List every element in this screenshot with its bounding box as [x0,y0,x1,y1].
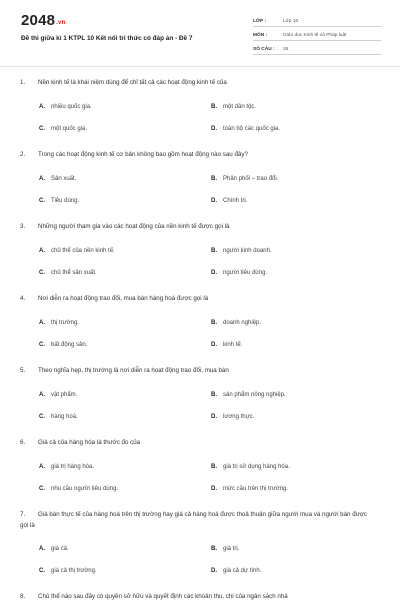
option-key: A. [39,546,45,552]
option-d[interactable] [211,198,247,204]
option-key: C. [39,568,45,574]
option-d[interactable] [211,414,254,420]
question-6 [0,438,400,510]
option-d[interactable] [211,126,280,132]
option-text: lương thực. [223,414,255,420]
question-text [20,294,372,305]
document-title: Đề thi giữa kì 1 KTPL 10 Kết nối tri thức có đáp án - Đề 7 [21,35,193,42]
meta-subject-value: Giáo dục Kinh tế và Pháp luật [283,33,347,38]
question-7 [0,510,400,592]
question-4 [0,294,400,366]
option-key: D. [211,568,217,574]
meta-class-label: LỚP : [253,19,267,24]
question-5 [0,366,400,438]
option-text: sản phẩm nông nghiệp. [223,392,286,398]
option-text: mức cầu trên thị trường. [223,486,288,492]
option-c[interactable] [39,270,97,276]
option-b[interactable] [211,104,256,110]
option-text: Phân phối – trao đổi. [223,176,279,182]
question-text [20,592,380,603]
meta-class-value: Lớp 10 [283,19,299,24]
question-stem: Theo nghĩa hẹp, thị trường là nơi diễn ra hoạt động trao đổi, mua bán [38,367,229,374]
option-text: một quốc gia. [51,126,88,132]
question-list [0,78,400,612]
option-d[interactable] [211,568,261,574]
question-stem: Nơi diễn ra hoạt động trao đổi, mua bán hàng hoá được gọi là [38,295,209,302]
option-key: B. [211,104,217,110]
option-d[interactable] [211,270,267,276]
question-text [20,222,372,233]
option-c[interactable] [39,198,79,204]
option-text: giá trị. [223,546,240,552]
option-key: C. [39,414,45,420]
option-text: Tiêu dùng. [51,198,80,204]
option-d[interactable] [211,342,242,348]
option-a[interactable] [39,320,79,326]
option-text: giá trị sử dụng hàng hóa. [223,464,290,470]
option-b[interactable] [211,392,286,398]
question-stem: Chủ thể nào sau đây có quyền sở hữu và quyết định các khoản thu, chi của ngân sách nhà [38,593,288,600]
option-text: giá cả dự tính. [223,568,262,574]
option-text: toàn bộ các quốc gia. [223,126,281,132]
question-number: 3. [20,223,26,230]
question-text [20,438,372,449]
option-key: A. [39,176,45,182]
meta-subject-label: MÔN : [253,33,268,38]
meta-count-row [253,42,381,55]
option-key: A. [39,104,45,110]
option-key: C. [39,486,45,492]
question-number: 6. [20,439,26,446]
option-text: vật phẩm. [51,392,78,398]
option-text: kinh tế. [223,342,243,348]
option-b[interactable] [211,546,239,552]
question-number: 8. [20,593,26,600]
question-stem: Trong các hoạt động kinh tế cơ bản không bao gồm hoạt động nào sau đây? [38,151,248,158]
option-text: một dân tộc. [223,104,257,110]
option-c[interactable] [39,486,118,492]
option-c[interactable] [39,414,78,420]
option-key: B. [211,176,217,182]
page-header [0,0,400,66]
option-b[interactable] [211,320,261,326]
exam-meta [253,14,381,56]
option-d[interactable] [211,486,288,492]
option-c[interactable] [39,126,87,132]
option-key: C. [39,270,45,276]
option-key: D. [211,198,217,204]
question-3 [0,222,400,294]
option-text: Chính trị. [223,198,248,204]
question-number: 2. [20,151,26,158]
question-text [20,510,372,531]
question-8 [0,592,400,612]
option-text: giá cả thị trường. [51,568,97,574]
option-key: B. [211,464,217,470]
option-key: B. [211,320,217,326]
option-key: A. [39,392,45,398]
question-stem: Nền kinh tế là khái niệm dùng để chỉ tất cả các hoạt động kinh tế của [38,79,227,86]
option-key: C. [39,126,45,132]
option-a[interactable] [39,248,115,254]
option-key: A. [39,464,45,470]
question-stem: Giá cả của hàng hóa là thước đo của [38,439,141,446]
option-key: B. [211,546,217,552]
header-divider [0,66,400,67]
option-key: A. [39,248,45,254]
option-key: C. [39,342,45,348]
question-stem: Giá bán thực tế của hàng hoá trên thị trường hay giá cả hàng hoá được thoả thuận giữa người mua và người bán được gọi là [20,511,367,529]
option-text: nhiều quốc gia. [51,104,92,110]
option-key: D. [211,270,217,276]
option-c[interactable] [39,342,87,348]
option-text: người tiêu dùng. [223,270,267,276]
question-text [20,150,372,161]
option-text: người kinh doanh. [223,248,272,254]
question-text [20,366,372,377]
option-key: C. [39,198,45,204]
question-text [20,78,372,89]
option-text: nhu cầu người tiêu dùng. [51,486,118,492]
question-number: 7. [20,511,26,518]
option-a[interactable] [39,392,77,398]
site-logo[interactable] [21,12,65,29]
option-a[interactable] [39,546,69,552]
option-b[interactable] [211,248,272,254]
option-b[interactable] [211,464,290,470]
option-key: D. [211,342,217,348]
option-c[interactable] [39,568,97,574]
meta-count-value: 26 [283,47,289,52]
logo-domain: .vn [56,20,66,26]
option-text: chủ thể của nền kinh tế. [51,248,115,254]
question-1 [0,78,400,150]
question-stem: Những người tham gia vào các hoạt động của nền kinh tế được gọi là [38,223,230,230]
question-number: 1. [20,79,26,86]
option-text: giá trị hàng hóa. [51,464,95,470]
logo-text: 2048 [21,12,56,29]
question-number: 4. [20,295,26,302]
meta-count-label: SỐ CÂU : [253,47,275,52]
question-2 [0,150,400,222]
option-a[interactable] [39,464,94,470]
option-a[interactable] [39,176,76,182]
option-key: B. [211,392,217,398]
meta-class-row [253,14,381,27]
option-text: hàng hoá. [51,414,78,420]
option-text: giá cả. [51,546,69,552]
option-text: thị trường. [51,320,79,326]
option-key: B. [211,248,217,254]
option-text: chủ thể sản xuất. [51,270,97,276]
option-key: D. [211,486,217,492]
option-text: doanh nghiệp. [223,320,262,326]
option-key: D. [211,414,217,420]
option-a[interactable] [39,104,92,110]
meta-subject-row [253,28,381,41]
question-number: 5. [20,367,26,374]
option-b[interactable] [211,176,278,182]
option-text: Sản xuất. [51,176,77,182]
option-text: bất động sản. [51,342,88,348]
option-key: D. [211,126,217,132]
option-key: A. [39,320,45,326]
